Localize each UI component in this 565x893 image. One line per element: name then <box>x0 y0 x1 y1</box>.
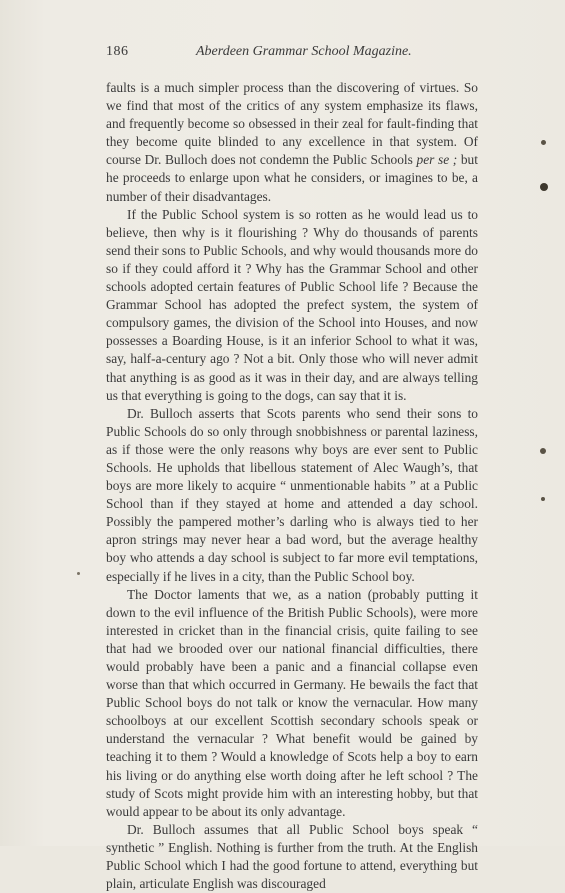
paragraph-4: The Doctor laments that we, as a nation (probably putting it down to the evil influence of the British Public Schools), were more interested in cricket than in the financial crisis, quite failing to see that had we brooded over our national financial difficulties, there would probably have been a panic and a financial collapse even worse than that which occurred in Germany. He bewails the fact that Public School boys do not talk or know the vernacular. How many schoolboys at our excellent Scottish secondary schools speak or understand the vernacular ? What benefit would be gained by teaching it to them ? Would a knowledge of Scots help a boy to earn his living or do anything else worth doing after he left school ? The study of Scots might provide him with an interesting hobby, but that would appear to be about its only advantage. <box>106 586 478 819</box>
running-title: Aberdeen Grammar School Magazine. <box>196 44 412 59</box>
binding-hole-mark <box>540 448 546 454</box>
paragraph-2: If the Public School system is so rotten as he would lead us to believe, then why is it flourishing ? Why do thousands of parents send their sons to Public Schools, and why would thousands more do so if they could afford it ? Why has the Grammar School and other schools adopted certain features of Public School life ? Because the Grammar School has adopted the prefect system, the system of compulsory games, the division of the School into Houses, and now possesses a Boarding House, is it an inferior School to what it was, say, half-a-century ago ? Not a bit. Only those who will never admit that anything is as good as it was in their day, and are always telling us that everything is going to the dogs, can say that it is. <box>106 206 478 403</box>
paragraph-5: Dr. Bulloch assumes that all Public School boys speak “ synthetic ” English. Nothing is further from the truth. At the English Public School which I had the good fortune to attend, everything but plain, articulate English was discouraged <box>106 821 478 892</box>
page-number: 186 <box>106 44 129 59</box>
binding-hole-mark <box>541 497 545 501</box>
paragraph-1-text-b: but he proceeds to enlarge upon what he considers, or imagines to be, a number of their disadvantages. <box>106 152 478 204</box>
binding-hole-mark <box>77 572 80 575</box>
binding-hole-mark <box>541 140 546 145</box>
paragraph-1 <box>106 79 478 206</box>
article-body <box>106 79 478 893</box>
paragraph-1-text-a: faults is a much simpler process than the discovering of virtues. So we find that most of the critics of any system emphasize its flaws, and frequently become so obsessed in their zeal for fault-finding that they become quite blinded to any excellence in that system. Of course Dr. Bulloch does not condemn the Public Schools <box>106 80 478 168</box>
paragraph-3: Dr. Bulloch asserts that Scots parents who send their sons to Public Schools do so only through snobbishness or parental laziness, as if those were the only reasons why boys are ever sent to Public Schools. He upholds that libellous statement of Alec Waugh’s, that boys are more likely to acquire “ unmentionable habits ” at a Public School than if they stayed at home and attended a day school. Possibly the pampered mother’s darling who is always tied to her apron strings may never hear a bad word, but the average healthy boy who attends a day school is subject to far more evil temptations, especially if he lives in a city, than the Public School boy. <box>106 405 478 584</box>
paragraph-1-italic: per se ; <box>416 152 458 168</box>
page-header <box>106 44 468 62</box>
binding-hole-mark <box>540 183 548 191</box>
